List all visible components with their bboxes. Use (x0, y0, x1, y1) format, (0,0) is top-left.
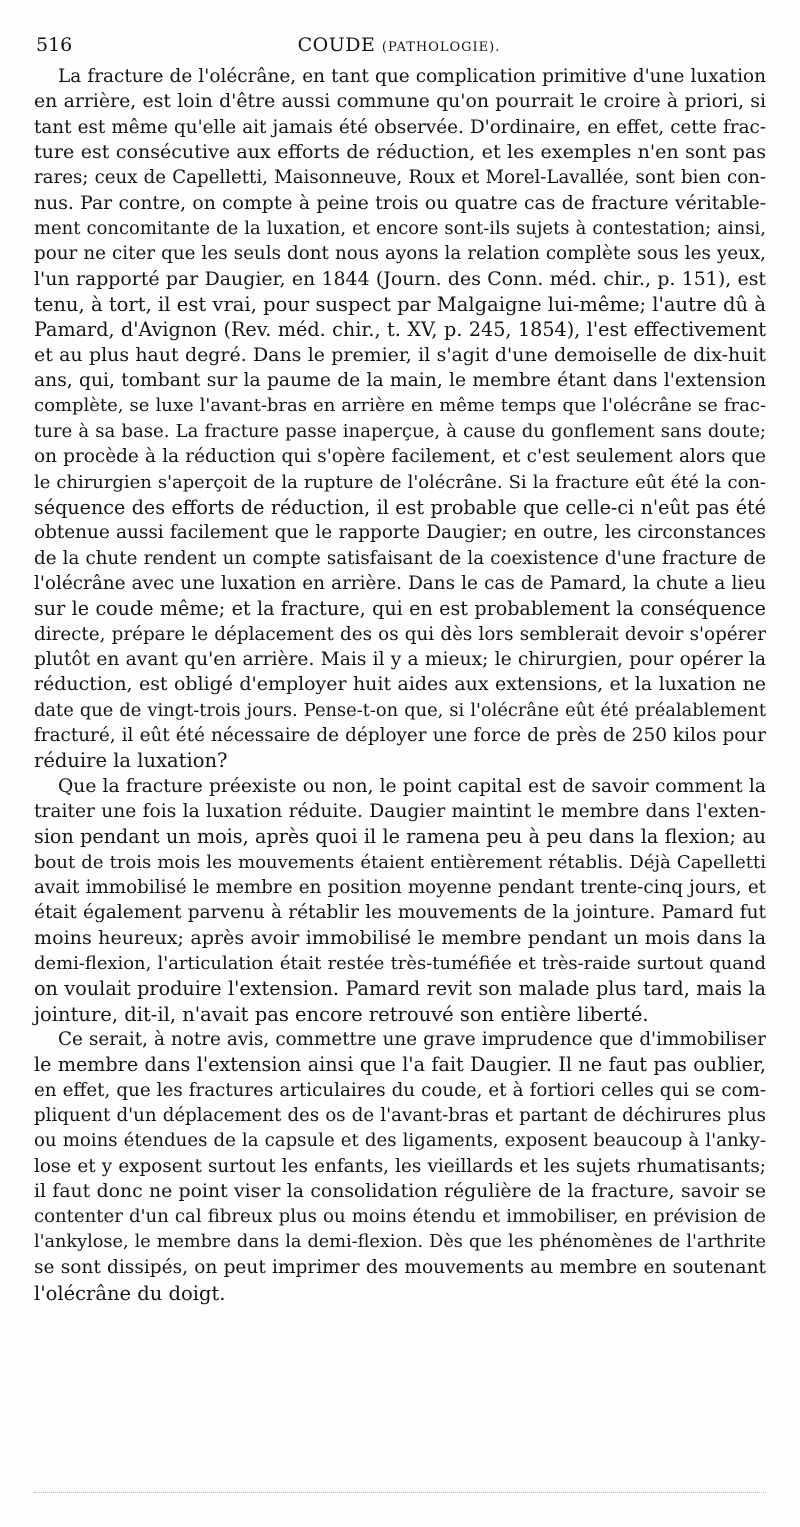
text-line: ou moins étendues de la capsule et des ligaments, exposent beaucoup à l'anky- (34, 1130, 766, 1152)
text-line: Que la fracture préexiste ou non, le point capital est de savoir comment la (58, 775, 766, 797)
running-title-sub: (PATHOLOGIE). (381, 40, 501, 55)
text-line: se sont dissipés, on peut imprimer des mouvements au membre en soutenant (34, 1257, 766, 1279)
page-header (28, 28, 770, 58)
text-line: pour ne citer que les seuls dont nous ayons la relation complète sous les yeux, (34, 243, 766, 265)
text-line: complète, se luxe l'avant-bras en arrière en même temps que l'olécrâne se frac- (34, 395, 766, 417)
text-line: de la chute rendent un compte satisfaisant de la coexistence d'une fracture de (34, 547, 766, 569)
text-line: bout de trois mois les mouvements étaient entièrement rétablis. Déjà Capelletti (34, 851, 766, 873)
text-line: Pamard, d'Avignon (Rev. méd. chir., t. XV, p. 245, 1854), l'est effectivement (34, 318, 766, 342)
text-line: pliquent d'un déplacement des os de l'avant-bras et partant de déchirures plus (34, 1105, 766, 1127)
text-line: demi-flexion, l'articulation était restée très-tuméfiée et très-raide surtout quand (34, 953, 766, 975)
text-line: on procède à la réduction qui s'opère facilement, et c'est seulement alors que (34, 446, 766, 468)
text-line: ans, qui, tombant sur la paume de la main, le membre étant dans l'extension (34, 370, 766, 392)
text-line: l'olécrâne du doigt. (34, 1281, 226, 1305)
text-line: moins heureux; après avoir immobilisé le membre pendant un mois dans la (34, 926, 766, 949)
text-line: l'ankylose, le membre dans la demi-flexion. Dès que les phénomènes de l'arthrite (34, 1231, 766, 1252)
text-line: nus. Par contre, on compte à peine trois ou quatre cas de fracture véritable- (34, 192, 766, 214)
text-line: ture à sa base. La fracture passe inaperçue, à cause du gonflement sans doute; (34, 420, 766, 442)
text-line: contenter d'un cal fibreux plus ou moins étendu et immobiliser, en prévision de (34, 1206, 766, 1228)
text-line: La fracture de l'olécrâne, en tant que complication primitive d'une luxation (58, 66, 766, 87)
body-text (34, 64, 766, 1306)
text-line: ture est consécutive aux efforts de réduction, et les exemples n'en sont pas (34, 141, 766, 164)
text-line: en arrière, est loin d'être aussi commune qu'on pourrait le croire à priori, si (34, 90, 766, 113)
text-line: réduire la luxation? (34, 749, 228, 773)
text-line: était également parvenu à rétablir les mouvements de la jointure. Pamard fut (34, 902, 766, 924)
text-line: fracturé, il eût été nécessaire de déployer une force de près de 250 kilos pour (34, 724, 766, 746)
text-line: l'olécrâne avec une luxation en arrière. Dans le cas de Pamard, la chute a lieu (34, 572, 766, 594)
running-title (28, 34, 770, 56)
paragraph (34, 1027, 766, 1306)
running-title-main: COUDE (297, 34, 376, 56)
text-line: tenu, à tort, il est vrai, pour suspect par Malgaigne lui-même; l'autre dû à (34, 293, 766, 317)
text-line: sur le coude même; et la fracture, qui en est probablement la conséquence (34, 597, 766, 621)
text-line: ment concomitante de la luxation, et encore sont-ils sujets à contestation; ainsi, (34, 218, 766, 240)
text-line: en effet, que les fractures articulaires du coude, et à fortiori celles qui se com- (34, 1079, 766, 1101)
text-line: sion pendant un mois, après quoi il le ramena peu à peu dans la flexion; au (34, 825, 766, 849)
text-line: le chirurgien s'aperçoit de la rupture de l'olécrâne. Si la fracture eût été la con- (34, 471, 766, 493)
text-line: Ce serait, à notre avis, commettre une grave imprudence que d'immobiliser (58, 1029, 766, 1051)
page-number: 516 (36, 34, 73, 56)
text-line: traiter une fois la luxation réduite. Daugier maintint le membre dans l'exten- (34, 800, 766, 822)
text-line: date que de vingt-trois jours. Pense-t-on que, si l'olécrâne eût été préalablement (34, 699, 766, 721)
text-line: tant est même qu'elle ait jamais été observée. D'ordinaire, en effet, cette frac- (34, 116, 766, 138)
footer-rule (34, 1492, 766, 1493)
text-line: jointure, dit-il, n'avait pas encore retrouvé son entière liberté. (34, 1002, 649, 1026)
text-line: plutôt en avant qu'en arrière. Mais il y a mieux; le chirurgien, pour opérer la (34, 648, 766, 670)
text-line: obtenue aussi facilement que le rapporte Daugier; en outre, les circonstances (34, 522, 766, 544)
text-line: le membre dans l'extension ainsi que l'a fait Daugier. Il ne faut pas oublier, (34, 1053, 766, 1077)
text-line: séquence des efforts de réduction, il est probable que celle-ci n'eût pas été (34, 495, 766, 519)
text-line: et au plus haut degré. Dans le premier, il s'agit d'une demoiselle de dix-huit (34, 343, 766, 366)
text-line: on voulait produire l'extension. Pamard revit son malade plus tard, mais la (34, 977, 766, 1001)
paragraph (34, 64, 766, 774)
text-line: réduction, est obligé d'employer huit aides aux extensions, et la luxation ne (34, 673, 766, 696)
text-line: l'un rapporté par Daugier, en 1844 (Journ. des Conn. méd. chir., p. 151), est (34, 267, 766, 290)
text-line: directe, prépare le déplacement des os qui dès lors semblerait devoir s'opérer (34, 623, 766, 645)
text-line: rares; ceux de Capelletti, Maisonneuve, Roux et Morel-Lavallée, sont bien con- (34, 167, 766, 189)
text-line: avait immobilisé le membre en position moyenne pendant trente-cinq jours, et (34, 877, 766, 898)
text-line: il faut donc ne point viser la consolidation régulière de la fracture, savoir se (34, 1181, 766, 1203)
text-line: lose et y exposent surtout les enfants, les vieillards et les sujets rhumatisants; (34, 1155, 766, 1177)
paragraph (34, 774, 766, 1027)
